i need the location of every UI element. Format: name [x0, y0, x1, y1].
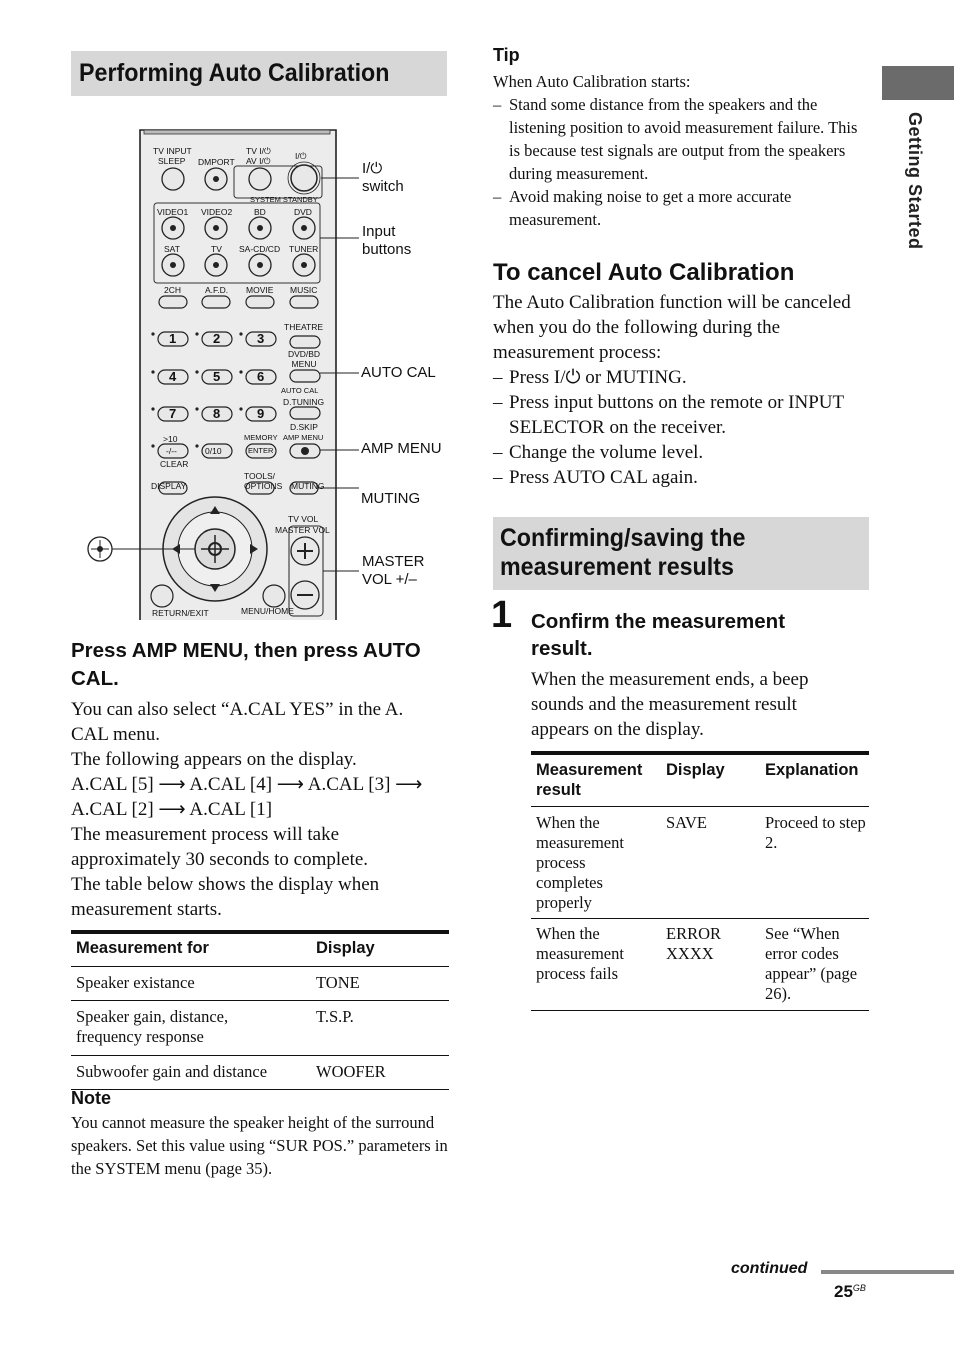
callout-auto-cal: AUTO CAL: [361, 364, 436, 381]
key-6: 6: [257, 369, 265, 384]
continued-rule: [821, 1270, 954, 1274]
remote-label-theatre: THEATRE: [284, 322, 324, 332]
input-label-tuner: TUNER: [289, 244, 319, 254]
callout-muting: MUTING: [361, 490, 421, 507]
table-cell: ERROR XXXX: [666, 924, 722, 963]
input-label-sacd: SA-CD/CD: [239, 244, 281, 254]
remote-label-tv-input: TV INPUT: [153, 146, 192, 156]
key-8: 8: [213, 406, 221, 421]
paragraph-duration: The measurement process will take approximately 30 seconds to complete.: [71, 824, 369, 870]
remote-label-memory: MEMORY: [244, 433, 278, 442]
table-row: [531, 919, 869, 1011]
cancel-heading: To cancel Auto Calibration: [493, 259, 795, 286]
key-2: 2: [213, 331, 221, 346]
input-label-video1: VIDEO1: [157, 207, 189, 217]
list-item: – Stand some distance from the speakers and the listening position to avoid measurement failure. This is because test signals are output from the speakers during measurement.: [493, 93, 865, 185]
remote-label-dmport: DMPORT: [198, 157, 235, 167]
table-header: Measurement result: [536, 761, 643, 799]
instructions-text: [71, 697, 451, 922]
step-heading-amp-menu: Press AMP MENU, then press AUTO CAL.: [71, 639, 421, 690]
callout-switch: I/⏻ switch: [362, 160, 404, 195]
input-label-tv: TV: [211, 244, 222, 254]
key-9: 9: [257, 406, 265, 421]
cancel-list: [493, 365, 871, 490]
step-text: When the measurement ends, a beep sounds and the measurement result appears on the display.: [531, 669, 809, 740]
key-4: 4: [169, 369, 177, 384]
table-header: Measurement for: [76, 939, 209, 957]
paragraph-table-intro: The table below shows the display when measurement starts.: [71, 874, 380, 920]
section-title-line2: measurement results: [500, 553, 734, 581]
key-1: 1: [169, 331, 177, 346]
table-cell: SAVE: [666, 813, 707, 832]
page-number: [834, 1282, 866, 1302]
table-header: Display: [666, 761, 725, 779]
results-table: [531, 751, 869, 1011]
table-header: Display: [316, 939, 375, 957]
remote-label-gt10: >10: [163, 434, 178, 444]
remote-label-clear: CLEAR: [160, 459, 189, 469]
remote-label-d-tuning: D.TUNING: [283, 397, 325, 407]
remote-label-enter: ENTER: [248, 446, 274, 455]
paragraph-display-intro: The following appears on the display.: [71, 749, 357, 770]
remote-label-zero10: 0/10: [205, 446, 222, 456]
input-label-sat: SAT: [164, 244, 180, 254]
page-number-suffix: GB: [852, 1283, 866, 1293]
section-banner-auto-calibration: [71, 51, 447, 96]
note-text: You cannot measure the speaker height of the surround speakers. Set this value using “SUR POS.” parameters in the SYSTEM menu (page 35).: [71, 1113, 448, 1178]
remote-label-sleep: SLEEP: [158, 156, 186, 166]
tip-heading: Tip: [493, 45, 520, 65]
mode-label-music: MUSIC: [290, 285, 318, 295]
table-row: [71, 1056, 449, 1090]
remote-label-display: DISPLAY: [151, 481, 187, 491]
input-label-bd: BD: [254, 207, 266, 217]
remote-label-power: I/⏻: [295, 151, 307, 161]
table-cell: WOOFER: [316, 1062, 386, 1081]
callout-amp-menu: AMP MENU: [361, 440, 442, 457]
step-heading-confirm: Confirm the measurement result.: [531, 610, 786, 660]
table-cell: Speaker gain, distance, frequency response: [76, 1007, 229, 1046]
table-cell: When the measurement process fails: [536, 924, 624, 983]
tip-intro: When Auto Calibration starts:: [493, 72, 691, 91]
list-item: – Avoid making noise to get a more accurate measurement.: [493, 185, 865, 231]
step-number: 1: [491, 594, 513, 636]
note-heading: Note: [71, 1088, 111, 1108]
table-cell: Speaker existance: [76, 973, 195, 992]
remote-label-dvd-bd-menu: DVD/BD MENU: [287, 349, 321, 369]
remote-label-menu-home: MENU/HOME: [241, 606, 294, 616]
page-number-value: 25: [834, 1282, 853, 1301]
key-7: 7: [169, 406, 177, 421]
key-5: 5: [213, 369, 221, 384]
remote-illustration: [84, 128, 454, 622]
callout-master-vol: MASTER VOL +/–: [362, 553, 425, 588]
list-item: – Press AUTO CAL again.: [493, 465, 871, 490]
table-cell: When the measurement process completes properly: [536, 813, 624, 912]
table-cell: TONE: [316, 973, 360, 992]
section-title-line1: Confirming/saving the: [500, 524, 746, 552]
table-cell: Subwoofer gain and distance: [76, 1062, 268, 1081]
remote-label-av-power: AV I/⏻: [246, 156, 271, 166]
section-banner-confirming: [493, 517, 869, 590]
mode-label-2ch: 2CH: [164, 285, 182, 295]
remote-label-dashes: -/--: [166, 446, 177, 456]
sidebar-tab-label: Getting Started: [905, 112, 925, 250]
callout-input-buttons: Input buttons: [362, 223, 412, 258]
remote-label-tv-vol: TV VOL: [288, 514, 319, 524]
measurement-table: [71, 930, 449, 1090]
table-cell: See “When error codes appear” (page 26).: [765, 924, 858, 1003]
input-label-video2: VIDEO2: [201, 207, 233, 217]
remote-label-system-standby: SYSTEM STANDBY: [250, 195, 318, 204]
remote-label-tools: TOOLS/: [244, 471, 276, 481]
list-item: – Press I/⏻ or MUTING.: [493, 365, 871, 390]
remote-label-return-exit: RETURN/EXIT: [152, 608, 209, 618]
tip-list: [493, 93, 865, 231]
continued-label: continued: [731, 1260, 808, 1277]
list-item: – Press input buttons on the remote or INPUT SELECTOR on the receiver.: [493, 390, 871, 440]
section-title: Performing Auto Calibration: [79, 59, 390, 87]
remote-label-muting: MUTING: [291, 481, 325, 491]
cancel-intro: The Auto Calibration function will be canceled when you do the following during the measurement process:: [493, 292, 851, 363]
remote-label-d-skip: D.SKIP: [290, 422, 318, 432]
remote-label-amp-menu: AMP MENU: [283, 433, 324, 442]
list-item: – Change the volume level.: [493, 440, 871, 465]
remote-label-options: OPTIONS: [244, 481, 283, 491]
paragraph-acal-sequence: A.CAL [5] ⟶ A.CAL [4] ⟶ A.CAL [3] ⟶ A.CAL [2] ⟶ A.CAL [1]: [71, 774, 423, 820]
sidebar-tab-marker: [882, 66, 954, 100]
paragraph-acal-yes: You can also select “A.CAL YES” in the A. CAL menu.: [71, 699, 404, 745]
table-cell: T.S.P.: [316, 1007, 354, 1026]
remote-label-tv-power: TV I/⏻: [246, 146, 271, 156]
remote-label-master-vol: MASTER VOL: [275, 525, 330, 535]
table-row: [531, 807, 869, 919]
input-label-dvd: DVD: [294, 207, 312, 217]
key-3: 3: [257, 331, 265, 346]
table-row: [71, 1001, 449, 1056]
remote-label-auto-cal: AUTO CAL: [281, 386, 319, 395]
table-header: Explanation: [765, 761, 859, 779]
mode-label-afd: A.F.D.: [205, 285, 229, 295]
table-row: [71, 967, 449, 1001]
table-cell: Proceed to step 2.: [765, 813, 866, 852]
mode-label-movie: MOVIE: [246, 285, 274, 295]
